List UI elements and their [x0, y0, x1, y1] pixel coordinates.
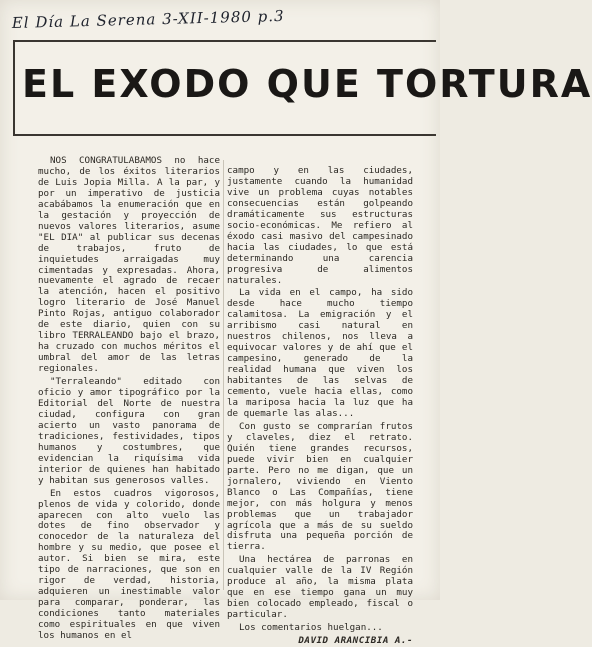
paragraph: La vida en el campo, ha sido desde hace mucho tiempo calamitosa. La emigración y el arribismo casi natural en nuestros chilenos, nos lleva a equivocar valores y de ahí que el campesino, generado de la realidad humana que viven los habitantes de las selvas de cemento, vuele hacia ellas, como la mariposa hacia la luz que ha de quemarle las alas...	[227, 287, 413, 419]
paragraph: campo y en las ciudades, justamente cuando la humanidad vive un problema cuyas notables consecuencias están golpeando dramáticamente sus estructuras socio-económicas. Me refiero al éxodo casi masivo del campesinado hacia las ciudades, lo que está determinando una carencia progresiva de alimentos naturales.	[227, 165, 413, 286]
paragraph: "Terraleando" editado con oficio y amor tipográfico por la Editorial del Norte de nuestra ciudad, configura con gran acierto un vasto panorama de tradiciones, festividades, tipos humanos y costumbres, que evidencian la riquísima vida interior de quienes han habitado y habitan sus generosos valles.	[38, 376, 220, 486]
paragraph: Una hectárea de parronas en cualquier valle de la IV Región produce al año, la misma plata que en ese tiempo gana un muy bien colocado empleado, fiscal o particular.	[227, 554, 413, 621]
paragraph: Los comentarios huelgan...	[239, 622, 383, 634]
paragraph: NOS CONGRATULABAMOS no hace mucho, de los éxitos literarios de Luis Jopia Milla. A la par, y por un imperativo de justicia acabábamos la enumeración que en la gestación y proyección de nuevos valores literarios, asume "EL DIA" al publicar sus decenas de trabajos, fruto de inquietudes arraigadas muy cimentadas y expresadas. Ahora, nuevamente el agrado de recaer la atención, hacen el positivo logro literario de José Manuel Pinto Rojas, antiguo colaborador de este diario, quien con su libro TERRALEANDO bajo el brazo, ha cruzado con muchos méritos el umbral del amor de las letras regionales.	[38, 155, 220, 375]
paragraph: En estos cuadros vigorosos, plenos de vida y colorido, donde aparecen con alto vuelo las dotes de fino observador y conocedor de la naturaleza del hombre y su medio, que posee el autor. Si bien se mira, este tipo de narraciones, que son en rigor de verdad, historia, adquieren un inestimable valor para comparar, ponderar, las condiciones tanto materiales como espirituales en que viven los humanos en el	[38, 487, 220, 641]
handwritten-source-note: El Día La Serena 3-XII-1980 p.3	[11, 6, 285, 32]
column-divider	[223, 160, 224, 590]
article-column-left	[38, 155, 220, 641]
headline: EL EXODO QUE TORTURA	[22, 62, 592, 106]
author-signature: DAVID ARANCIBIA A.-	[298, 635, 413, 647]
article-column-right	[227, 165, 413, 647]
paragraph: Con gusto se comprarían frutos y claveles, diez el retrato. Quién tiene grandes recursos, puede vivir bien en cualquier parte. Pero no me digan, que un jornalero, viviendo en Viento Blanco o Las Compañías, tiene mejor, con más holgura y menos problemas que un trabajador agrícola que a más de su sueldo disfruta una pequeña porción de tierra.	[227, 420, 413, 553]
